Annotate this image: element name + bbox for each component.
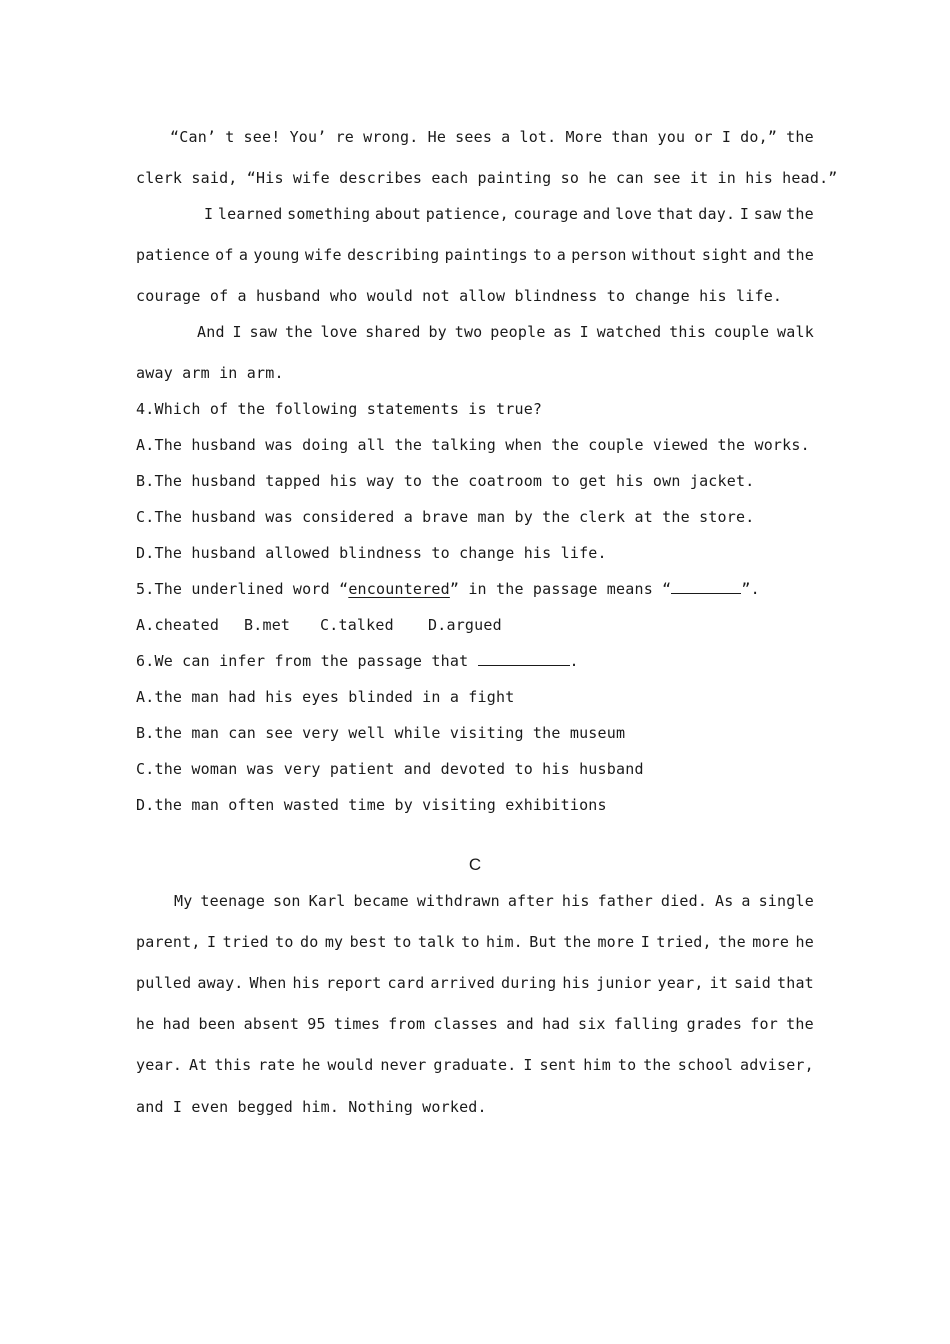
word: the	[786, 128, 814, 146]
word: I	[232, 323, 242, 341]
word: his	[562, 974, 591, 992]
answer-option: D.argued	[428, 616, 502, 634]
word: describing	[347, 246, 440, 264]
word: re	[335, 128, 355, 146]
word: year.	[136, 1056, 183, 1074]
word: the	[285, 323, 313, 341]
paragraph-line	[136, 1014, 814, 1034]
word: his	[561, 892, 590, 910]
word: the	[563, 933, 592, 951]
word: for	[750, 1015, 778, 1033]
word: At	[189, 1056, 208, 1074]
word: I	[579, 323, 589, 341]
word: love	[615, 205, 653, 223]
word: my	[324, 933, 344, 951]
word: shared	[365, 323, 421, 341]
section-heading: C	[468, 855, 482, 874]
word: a	[501, 128, 511, 146]
word: the	[786, 205, 814, 223]
word: had	[542, 1015, 570, 1033]
word: and	[582, 205, 611, 223]
answer-option: D.the man often wasted time by visiting exhibitions	[136, 796, 607, 814]
word: best	[349, 933, 387, 951]
word: the	[786, 246, 814, 264]
word: school	[677, 1056, 734, 1074]
word: of	[215, 246, 234, 264]
word: or	[694, 128, 713, 146]
word: talk	[417, 933, 455, 951]
word: would	[327, 1056, 374, 1074]
word: he	[136, 1015, 155, 1033]
word: to	[461, 933, 480, 951]
word: that	[656, 205, 694, 223]
word: I	[207, 933, 217, 951]
word: the	[718, 933, 746, 951]
paragraph-line: clerk said, “His wife describes each painting so he can see it in his head.”	[136, 169, 838, 187]
word: from	[388, 1015, 426, 1033]
answer-blank	[671, 579, 741, 594]
question-stem	[136, 579, 814, 599]
word: grades	[686, 1015, 743, 1033]
word: lot.	[519, 128, 557, 146]
word: had	[162, 1015, 191, 1033]
underlined-word: encountered	[348, 580, 450, 598]
word: him.	[485, 933, 523, 951]
word: he	[795, 933, 814, 951]
word: arrived	[430, 974, 496, 992]
word: single	[758, 892, 814, 910]
word: saw	[249, 323, 278, 341]
word: Karl	[308, 892, 346, 910]
word: sent	[539, 1056, 577, 1074]
word: rate	[258, 1056, 296, 1074]
paragraph-line	[197, 322, 814, 342]
stem-text: 6.We can infer from the passage that	[136, 652, 478, 670]
word: sees	[455, 128, 493, 146]
answer-option: C.talked	[320, 616, 394, 634]
word: a	[741, 892, 751, 910]
word: I	[204, 205, 214, 223]
word: absent	[243, 1015, 300, 1033]
word: you	[657, 128, 686, 146]
word: tried	[222, 933, 269, 951]
paragraph-line: and I even begged him. Nothing worked.	[136, 1098, 487, 1116]
word: as	[553, 323, 572, 341]
word: young	[253, 246, 300, 264]
word: I	[721, 128, 732, 146]
answer-option: A.cheated	[136, 616, 220, 634]
word: t	[225, 128, 235, 146]
word: by	[428, 323, 447, 341]
word: more	[597, 933, 635, 951]
stem-text: ”.	[741, 580, 760, 598]
word: 95	[307, 1015, 326, 1033]
word: saw	[753, 205, 782, 223]
word: after	[507, 892, 554, 910]
word: I	[739, 205, 750, 223]
word: adviser,	[740, 1056, 814, 1074]
word: I	[523, 1056, 533, 1074]
answer-option: C.the woman was very patient and devoted to his husband	[136, 760, 644, 778]
word: wrong.	[363, 128, 419, 146]
answer-option: B.The husband tapped his way to the coatroom to get his own jacket.	[136, 472, 755, 490]
word: a	[556, 246, 566, 264]
word: falling	[613, 1015, 679, 1033]
word: sight	[701, 246, 749, 264]
question-stem: 4.Which of the following statements is true?	[136, 400, 543, 418]
word: person	[571, 246, 627, 264]
word: day.	[698, 205, 736, 223]
stem-text: .	[569, 652, 579, 670]
word: report	[326, 974, 382, 992]
word: and	[506, 1015, 534, 1033]
word: son	[272, 892, 301, 910]
word: this	[669, 323, 707, 341]
paragraph-line	[136, 932, 814, 952]
paragraph-line: away arm in arm.	[136, 364, 284, 382]
word: never	[380, 1056, 427, 1074]
word: graduate.	[433, 1056, 517, 1074]
word: and	[753, 246, 781, 264]
word: year,	[657, 974, 704, 992]
answer-option: B.the man can see very well while visiting the museum	[136, 724, 626, 742]
word: teenage	[200, 892, 266, 910]
word: courage	[513, 205, 579, 223]
word: been	[198, 1015, 236, 1033]
word: than	[611, 128, 649, 146]
answer-option: C.The husband was considered a brave man by the clerk at the store.	[136, 508, 755, 526]
word: it	[709, 974, 729, 992]
word: watched	[596, 323, 662, 341]
word: about	[374, 205, 422, 223]
word: two	[454, 323, 483, 341]
word: during	[501, 974, 557, 992]
word: parent,	[136, 933, 201, 951]
word: he	[302, 1056, 321, 1074]
word: As	[714, 892, 734, 910]
word: said	[734, 974, 771, 992]
word: away.	[197, 974, 244, 992]
word: the	[643, 1056, 671, 1074]
word: this	[214, 1056, 252, 1074]
word: card	[387, 974, 425, 992]
answer-option: B.met	[244, 616, 291, 634]
word: times	[333, 1015, 381, 1033]
word: wife	[304, 246, 342, 264]
paragraph-line	[174, 891, 814, 911]
word: He	[427, 128, 447, 146]
word: And	[197, 323, 225, 341]
word: to	[275, 933, 294, 951]
word: More	[565, 128, 603, 146]
word: to	[617, 1056, 637, 1074]
word: do	[299, 933, 319, 951]
word: patience	[136, 246, 210, 264]
word: “Can’	[170, 128, 217, 146]
word: six	[577, 1015, 606, 1033]
word: that	[776, 974, 814, 992]
word: tried,	[656, 933, 712, 951]
answer-option: D.The husband allowed blindness to change his life.	[136, 544, 607, 562]
paragraph-line	[170, 127, 814, 147]
paragraph-line	[136, 973, 814, 993]
question-stem	[136, 651, 814, 671]
word: see!	[243, 128, 281, 146]
paragraph-line	[136, 1055, 814, 1075]
word: withdrawn	[416, 892, 500, 910]
word: walk	[777, 323, 814, 341]
word: classes	[433, 1015, 498, 1033]
word: couple	[713, 323, 770, 341]
paragraph-line: courage of a husband who would not allow blindness to change his life.	[136, 287, 783, 305]
paragraph-line	[136, 245, 814, 265]
word: people	[490, 323, 546, 341]
word: My	[174, 892, 193, 910]
word: became	[353, 892, 409, 910]
word: junior	[596, 974, 652, 992]
word: a	[238, 246, 249, 264]
word: to	[392, 933, 412, 951]
word: father	[597, 892, 653, 910]
word: him	[583, 1056, 611, 1074]
word: do,”	[740, 128, 778, 146]
stem-text: 5.The underlined word “	[136, 580, 349, 598]
word: learned	[217, 205, 283, 223]
word: something	[287, 205, 371, 223]
paragraph-line	[204, 204, 814, 224]
answer-option: A.the man had his eyes blinded in a fight	[136, 688, 515, 706]
word: died.	[660, 892, 708, 910]
answer-option: A.The husband was doing all the talking when the couple viewed the works.	[136, 436, 810, 454]
word: love	[320, 323, 358, 341]
word: I	[640, 933, 650, 951]
answer-blank	[478, 651, 570, 666]
word: his	[292, 974, 321, 992]
word: patience,	[425, 205, 509, 223]
word: pulled	[136, 974, 192, 992]
stem-text: ” in the passage means “	[449, 580, 672, 598]
word: more	[752, 933, 790, 951]
word: But	[529, 933, 557, 951]
word: When	[249, 974, 287, 992]
word: the	[786, 1015, 814, 1033]
word: without	[631, 246, 697, 264]
word: paintings	[444, 246, 528, 264]
word: You’	[289, 128, 327, 146]
word: to	[533, 246, 552, 264]
